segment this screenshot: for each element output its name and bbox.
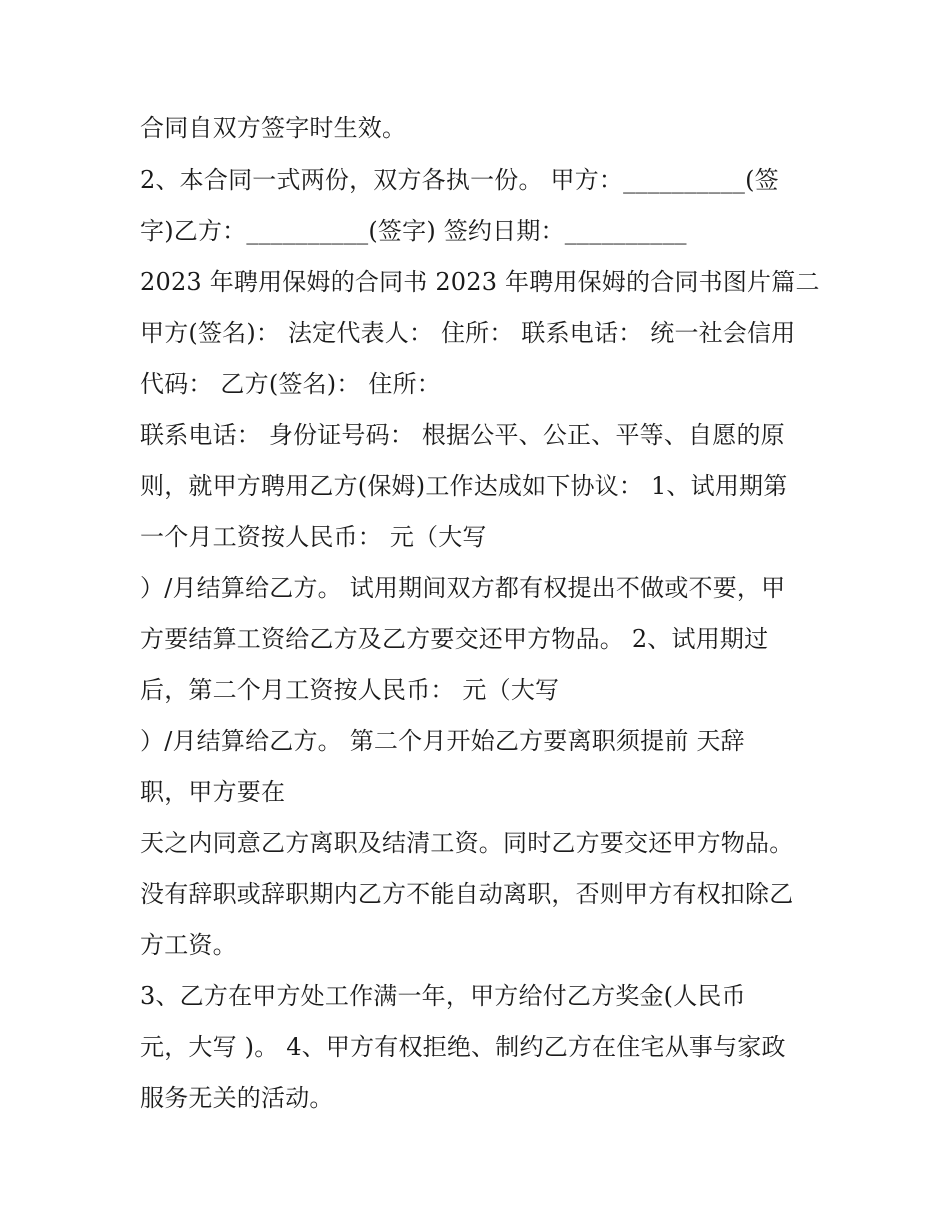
text-line: 职，甲方要在 [140, 778, 286, 806]
text-line: ）/月结算给乙方。 试用期间双方都有权提出不做或不要，甲 [140, 574, 786, 602]
text-line: 联系电话： 身份证号码： 根据公平、公正、平等、自愿的原 [140, 421, 785, 449]
text-line: 一个月工资按人民币： 元（大写 [140, 523, 487, 551]
text-line: 合同自双方签字时生效。 [140, 114, 407, 142]
text-line: 3、乙方在甲方处工作满一年，甲方给付乙方奖金(人民币 [140, 982, 746, 1010]
text-line: 天之内同意乙方离职及结清工资。同时乙方要交还甲方物品。 [140, 829, 794, 857]
text-line: 字)乙方：__________(签字) 签约日期：__________ [140, 217, 687, 245]
text-line: 代码： 乙方(签名)： 住所： [140, 370, 441, 398]
text-line: 2、本合同一式两份，双方各执一份。 甲方：__________(签 [140, 166, 779, 194]
text-line: 方要结算工资给乙方及乙方要交还甲方物品。 2、试用期过 [140, 625, 769, 653]
text-line: 方工资。 [140, 931, 237, 959]
text-line: 没有辞职或辞职期内乙方不能自动离职，否则甲方有权扣除乙 [140, 880, 794, 908]
text-line: 后，第二个月工资按人民币： 元（大写 [140, 676, 560, 704]
text-line: 服务无关的活动。 [140, 1084, 334, 1112]
text-line: 甲方(签名)： 法定代表人： 住所： 联系电话： 统一社会信用 [140, 319, 796, 347]
text-line: 2023 年聘用保姆的合同书 2023 年聘用保姆的合同书图片篇二 [140, 268, 820, 296]
text-line: 则，就甲方聘用乙方(保姆)工作达成如下协议： 1、试用期第 [140, 472, 788, 500]
text-line: 元，大写 )。 4、甲方有权拒绝、制约乙方在住宅从事与家政 [140, 1033, 786, 1061]
text-line: ）/月结算给乙方。 第二个月开始乙方要离职须提前 天辞 [140, 727, 745, 755]
